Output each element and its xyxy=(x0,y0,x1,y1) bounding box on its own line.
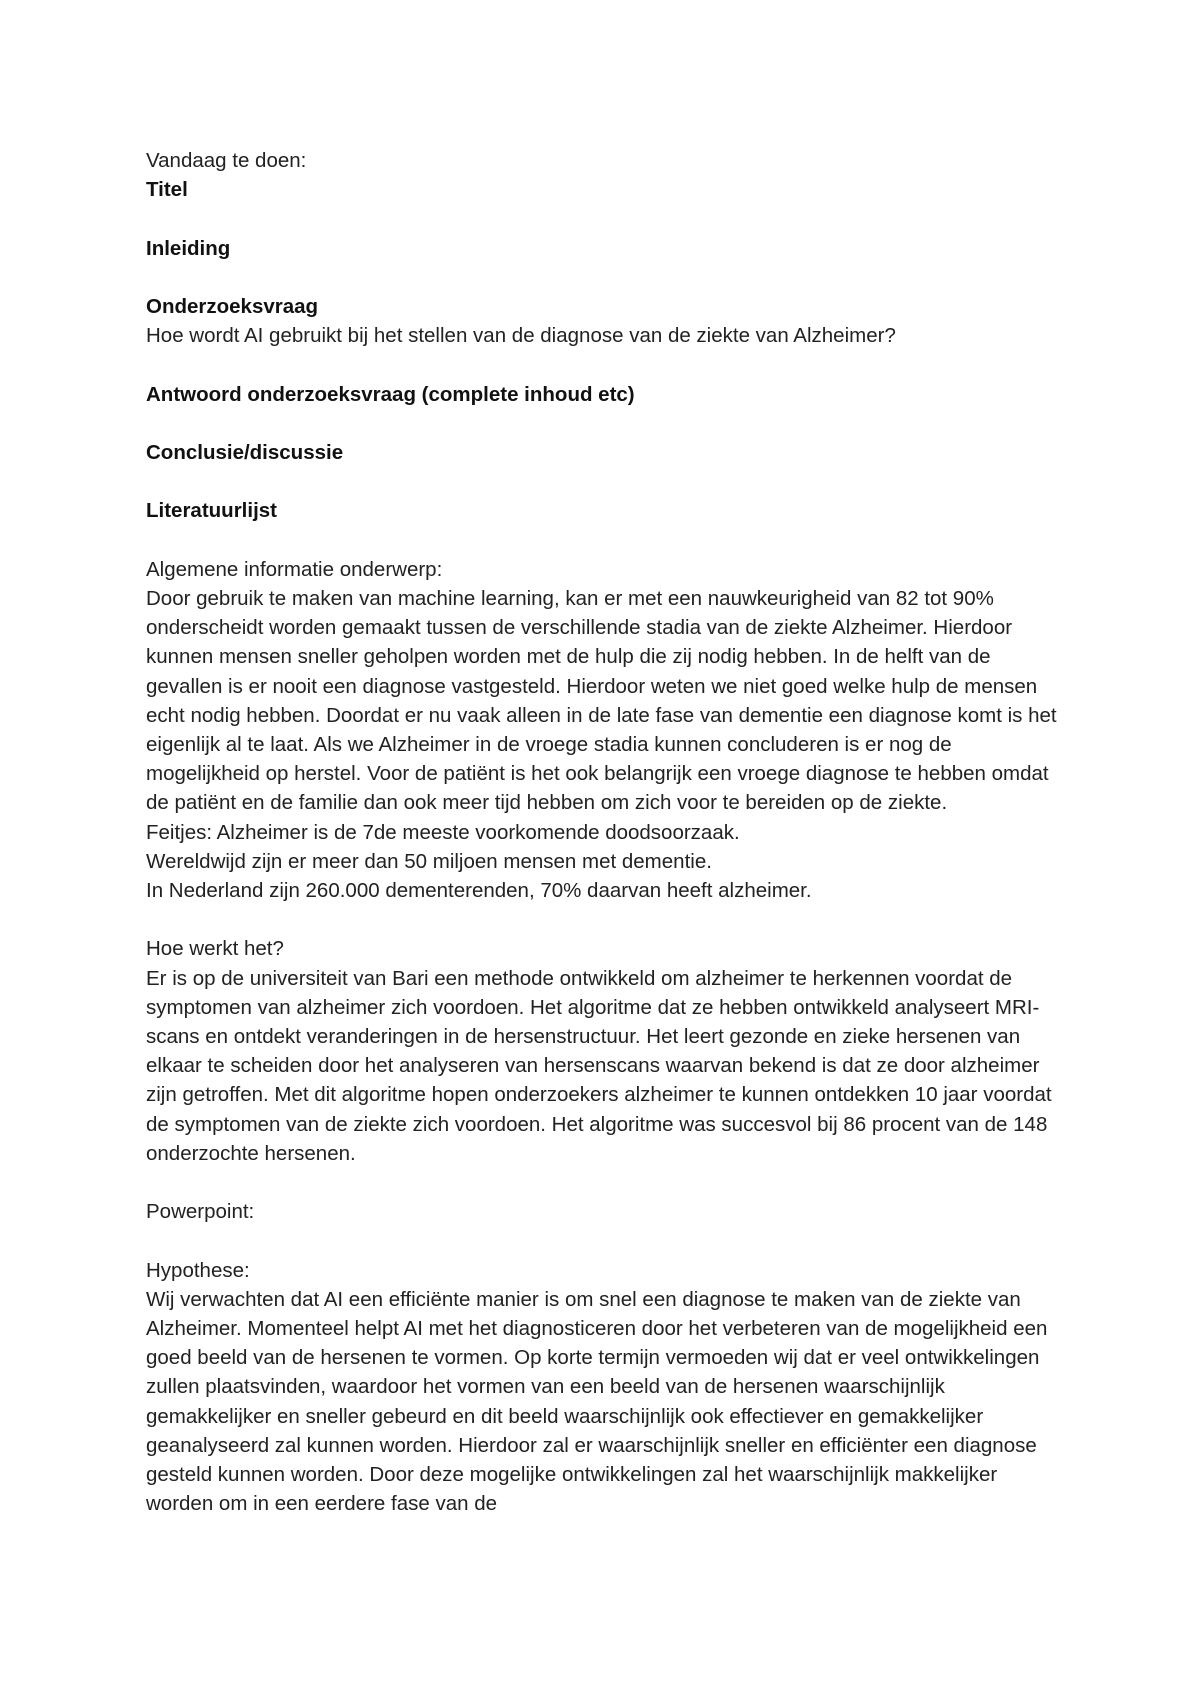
document-body xyxy=(146,146,1066,1518)
blank-line xyxy=(146,1168,1066,1197)
algemene-label: Algemene informatie onderwerp: xyxy=(146,557,443,581)
inleiding-heading: Inleiding xyxy=(146,236,231,260)
hypothese-label: Hypothese: xyxy=(146,1258,250,1282)
algemene-paragraph: Door gebruik te maken van machine learning, kan er met een nauwkeurigheid van 82 tot 90% onderscheidt worden gemaakt tussen de verschillende stadia van de ziekte Alzheimer. Hierdoor kunnen mensen sneller geholpen worden met de hulp die zij nodig hebben. In de helft van de gevallen is er nooit een diagnose vastgesteld. Hierdoor weten we niet goed welke hulp de mensen echt nodig hebben. Doordat er nu vaak alleen in de late fase van dementie een diagnose komt is het eigenlijk al te laat. Als we Alzheimer in de vroege stadia kunnen concluderen is er nog de mogelijkheid op herstel. Voor de patiënt is het ook belangrijk een vroege diagnose te hebben omdat de patiënt en de familie dan ook meer tijd hebben om zich voor te bereiden op de ziekte. xyxy=(146,586,1063,815)
nederland-line: In Nederland zijn 260.000 dementerenden, 70% daarvan heeft alzheimer. xyxy=(146,878,812,902)
literatuur-heading: Literatuurlijst xyxy=(146,499,277,523)
blank-line xyxy=(146,467,1066,496)
blank-line xyxy=(146,1226,1066,1255)
wereldwijd-line: Wereldwijd zijn er meer dan 50 miljoen mensen met dementie. xyxy=(146,849,712,873)
werkt-label: Hoe werkt het? xyxy=(146,937,284,961)
werkt-paragraph: Er is op de universiteit van Bari een methode ontwikkeld om alzheimer te herkennen voordat de symptomen van alzheimer zich voordoen. Het algoritme dat ze hebben ontwikkeld analyseert MRI-scans en ontdekt veranderingen in de hersenstructuur. Het leert gezonde en zieke hersenen van elkaar te scheiden door het analyseren van hersenscans waarvan bekend is dat ze door alzheimer zijn getroffen. Met dit algoritme hopen onderzoekers alzheimer te kunnen ontdekken 10 jaar voordat de symptomen van de ziekte zich voordoen. Het algoritme was succesvol bij 86 procent van de 148 onderzochte hersenen. xyxy=(146,966,1058,1165)
onderzoeksvraag-text: Hoe wordt AI gebruikt bij het stellen van de diagnose van de ziekte van Alzheimer? xyxy=(146,324,896,348)
blank-line xyxy=(146,526,1066,555)
blank-line xyxy=(146,409,1066,438)
titel-heading: Titel xyxy=(146,178,188,202)
conclusie-heading: Conclusie/discussie xyxy=(146,440,344,464)
blank-line xyxy=(146,350,1066,379)
blank-line xyxy=(146,905,1066,934)
todo-label: Vandaag te doen: xyxy=(146,149,307,172)
antwoord-heading: Antwoord onderzoeksvraag (complete inhoud etc) xyxy=(146,382,635,406)
blank-line xyxy=(146,204,1066,233)
hypothese-paragraph: Wij verwachten dat AI een efficiënte manier is om snel een diagnose te maken van de ziekte van Alzheimer. Momenteel helpt AI met het diagnosticeren door het verbeteren van de mogelijkheid een goed beeld van de hersenen te vormen. Op korte termijn vermoeden wij dat er veel ontwikkelingen zullen plaatsvinden, waardoor het vormen van een beeld van de hersenen waarschijnlijk gemakkelijker en sneller gebeurd en dit beeld waarschijnlijk ook effectiever en gemakkelijker geanalyseerd zal kunnen worden. Hierdoor zal er waarschijnlijk sneller en efficiënter een diagnose gesteld kunnen worden. Door deze mogelijke ontwikkelingen zal het waarschijnlijk makkelijker worden om in een eerdere fase van de xyxy=(146,1287,1054,1516)
powerpoint-label: Powerpoint: xyxy=(146,1200,255,1224)
blank-line xyxy=(146,263,1066,292)
onderzoeksvraag-heading: Onderzoeksvraag xyxy=(146,294,319,318)
feitjes-line: Feitjes: Alzheimer is de 7de meeste voorkomende doodsoorzaak. xyxy=(146,820,740,844)
